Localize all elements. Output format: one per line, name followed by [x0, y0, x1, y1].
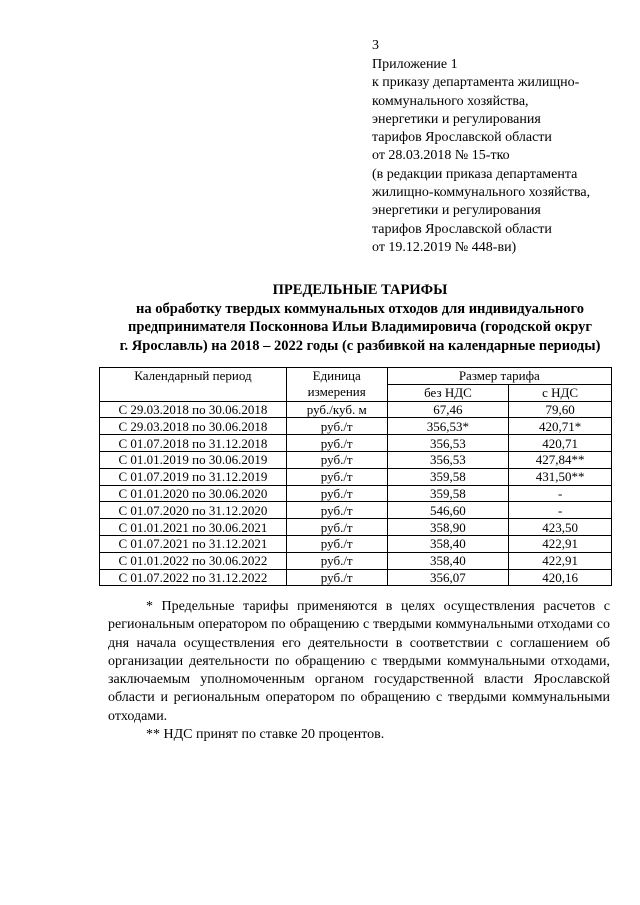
header-unit: Единица измерения — [286, 368, 387, 402]
cell-period: С 01.01.2022 по 30.06.2022 — [100, 552, 287, 569]
appendix-line: тарифов Ярославской области — [372, 221, 552, 237]
footnote-vat-rate: ** НДС принят по ставке 20 процентов. — [146, 727, 385, 743]
title-line: на обработку твердых коммунальных отходов для индивидуального — [136, 300, 584, 317]
header-without-vat: без НДС — [387, 384, 509, 401]
table-row — [100, 468, 612, 485]
title-line: г. Ярославль) на 2018 – 2022 годы (с разбивкой на календарные периоды) — [119, 337, 601, 354]
cell-with-vat: - — [509, 502, 612, 519]
cell-period: С 01.01.2021 по 30.06.2021 — [100, 519, 287, 536]
cell-without-vat: 359,58 — [387, 485, 509, 502]
table-row — [100, 401, 612, 418]
title-heading: ПРЕДЕЛЬНЫЕ ТАРИФЫ — [272, 282, 448, 298]
appendix-line: энергетики и регулирования — [372, 203, 541, 219]
appendix-line: энергетики и регулирования — [372, 111, 541, 127]
cell-with-vat: 420,16 — [509, 569, 612, 586]
cell-period: С 29.03.2018 по 30.06.2018 — [100, 401, 287, 418]
cell-with-vat: 422,91 — [509, 535, 612, 552]
cell-period: С 01.01.2020 по 30.06.2020 — [100, 485, 287, 502]
tariff-table-body — [100, 401, 612, 586]
cell-unit: руб./т — [286, 535, 387, 552]
appendix-note — [372, 56, 634, 257]
table-row — [100, 485, 612, 502]
cell-without-vat: 356,07 — [387, 569, 509, 586]
footnotes — [108, 598, 610, 744]
cell-unit: руб./куб. м — [286, 401, 387, 418]
cell-with-vat: 427,84** — [509, 451, 612, 468]
table-row — [100, 569, 612, 586]
cell-period: С 01.07.2022 по 31.12.2022 — [100, 569, 287, 586]
cell-with-vat: 422,91 — [509, 552, 612, 569]
cell-unit: руб./т — [286, 418, 387, 435]
cell-period: С 01.07.2021 по 31.12.2021 — [100, 535, 287, 552]
header-with-vat: с НДС — [509, 384, 612, 401]
cell-without-vat: 358,40 — [387, 552, 509, 569]
header-period: Календарный период — [100, 368, 287, 402]
cell-with-vat: 79,60 — [509, 401, 612, 418]
cell-period: С 01.07.2020 по 31.12.2020 — [100, 502, 287, 519]
cell-with-vat: 431,50** — [509, 468, 612, 485]
footnote-vat-note: * Предельные тарифы применяются в целях осуществления расчетов с региональным оператором по обращению с твердыми коммунальными отходами со дня начала осуществления его деятельности в соответствии с соглашением об организации деятельности по обращению с твердыми коммунальными отходами, заключаемым уполномоченным органом государственной власти Ярославской области и региональным оператором по обращению с твердыми коммунальными отходами. — [108, 599, 610, 724]
cell-with-vat: 423,50 — [509, 519, 612, 536]
cell-period: С 01.07.2019 по 31.12.2019 — [100, 468, 287, 485]
cell-unit: руб./т — [286, 519, 387, 536]
cell-without-vat: 359,58 — [387, 468, 509, 485]
cell-with-vat: 420,71 — [509, 435, 612, 452]
header-tariff: Размер тарифа — [387, 368, 611, 385]
table-row — [100, 519, 612, 536]
cell-unit: руб./т — [286, 451, 387, 468]
cell-without-vat: 356,53 — [387, 451, 509, 468]
table-row — [100, 552, 612, 569]
cell-period: С 29.03.2018 по 30.06.2018 — [100, 418, 287, 435]
cell-unit: руб./т — [286, 569, 387, 586]
appendix-line: жилищно-коммунального хозяйства, — [372, 185, 591, 201]
page-number: 3 — [372, 38, 379, 53]
appendix-line: от 19.12.2019 № 448-ви) — [372, 239, 517, 255]
appendix-line: от 28.03.2018 № 15-тко — [372, 148, 510, 164]
cell-without-vat: 67,46 — [387, 401, 509, 418]
appendix-line: коммунального хозяйства, — [372, 93, 529, 109]
title-line: предпринимателя Посконнова Ильи Владимировича (городской округ — [128, 319, 592, 335]
table-row — [100, 435, 612, 452]
cell-without-vat: 356,53* — [387, 418, 509, 435]
appendix-line: (в редакции приказа департамента — [372, 166, 578, 182]
tariff-table — [99, 367, 612, 586]
table-row — [100, 451, 612, 468]
table-row — [100, 535, 612, 552]
table-row — [100, 418, 612, 435]
document-title — [80, 281, 640, 355]
cell-without-vat: 356,53 — [387, 435, 509, 452]
cell-without-vat: 358,40 — [387, 535, 509, 552]
cell-unit: руб./т — [286, 502, 387, 519]
cell-unit: руб./т — [286, 435, 387, 452]
cell-period: С 01.01.2019 по 30.06.2019 — [100, 451, 287, 468]
appendix-line: Приложение 1 — [372, 57, 458, 72]
table-row — [100, 502, 612, 519]
cell-period: С 01.07.2018 по 31.12.2018 — [100, 435, 287, 452]
appendix-line: к приказу департамента жилищно- — [372, 75, 580, 91]
appendix-line: тарифов Ярославской области — [372, 130, 552, 146]
cell-unit: руб./т — [286, 485, 387, 502]
cell-without-vat: 358,90 — [387, 519, 509, 536]
cell-with-vat: - — [509, 485, 612, 502]
cell-without-vat: 546,60 — [387, 502, 509, 519]
cell-unit: руб./т — [286, 468, 387, 485]
cell-with-vat: 420,71* — [509, 418, 612, 435]
cell-unit: руб./т — [286, 552, 387, 569]
